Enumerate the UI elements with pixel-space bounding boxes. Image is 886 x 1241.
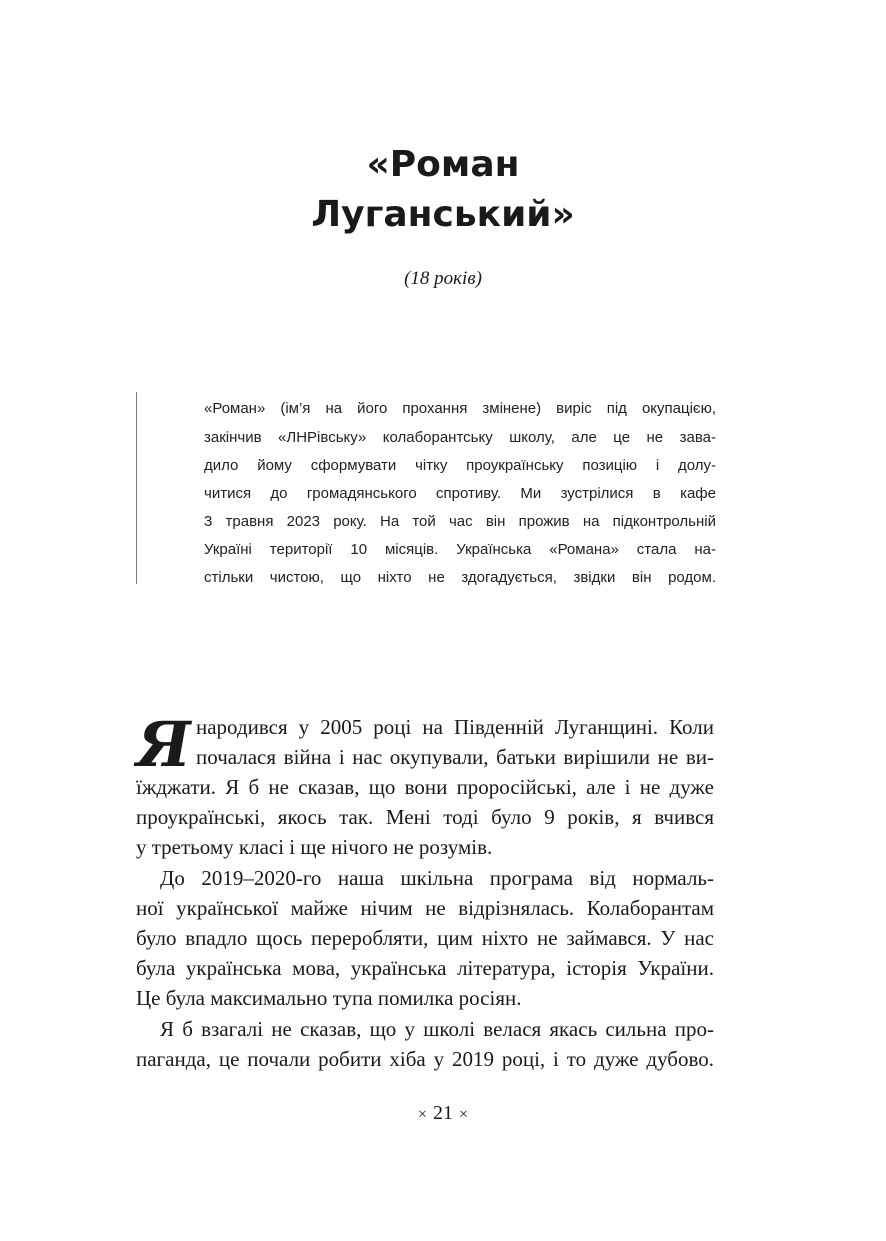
body-line: До 2019–2020-го наша шкільна програма від нормаль- — [160, 866, 714, 890]
chapter-title-line-1: «Роман — [366, 144, 520, 185]
body-line: Це була максимально тупа помилка росіян. — [136, 986, 522, 1010]
age-text: (18 років) — [404, 268, 482, 289]
page-number-footer — [0, 1099, 886, 1129]
drop-cap: Я — [129, 708, 198, 781]
ornament-left: × — [417, 1106, 427, 1123]
body-line: ної української майже нічим не відрізнялась. Колаборантам — [136, 896, 714, 920]
intro-line: дило йому сформувати чітку проукраїнську позицію і долу- — [204, 457, 716, 474]
intro-line: читися до громадянського спротиву. Ми зустрілися в кафе — [204, 485, 716, 502]
intro-line: 3 травня 2023 року. На той час він прожив на підконтрольній — [204, 513, 716, 530]
body-line: почалася війна і нас окупували, батьки вирішили не ви- — [196, 745, 714, 769]
ornament-right: × — [459, 1106, 469, 1123]
body-line: у третьому класі і ще нічого не розумів. — [136, 835, 493, 859]
age-subtitle — [0, 266, 886, 292]
page-number: 21 — [433, 1102, 453, 1124]
body-line: проукраїнські, якось так. Мені тоді було 9 років, я вчився — [136, 805, 714, 829]
body-line: народився у 2005 році на Південній Луганщині. Коли — [196, 715, 714, 739]
body-line: Я б взагалі не сказав, що у школі велася якась сильна про- — [160, 1017, 714, 1041]
body-line: паганда, це почали робити хіба у 2019 році, і то дуже дубово. — [136, 1047, 714, 1071]
intro-block — [136, 392, 717, 584]
body-line: було впадло щось переробляти, цим ніхто не займався. У нас — [136, 926, 714, 950]
intro-line: стільки чистою, що ніхто не здогадується, звідки він родом. — [204, 569, 716, 586]
body-line: їжджати. Я б не сказав, що вони проросійські, але і не дуже — [136, 775, 714, 799]
body-line: була українська мова, українська література, історія України. — [136, 956, 714, 980]
intro-line: Україні території 10 місяців. Українська «Романа» стала на- — [204, 541, 716, 558]
intro-line: «Роман» (ім’я на його прохання змінене) виріс під окупацією, — [204, 400, 716, 417]
intro-line: закінчив «ЛНРівську» колаборантську школу, але це не зава- — [204, 429, 716, 446]
chapter-title — [0, 140, 886, 240]
chapter-title-line-2: Луганський» — [311, 194, 575, 235]
